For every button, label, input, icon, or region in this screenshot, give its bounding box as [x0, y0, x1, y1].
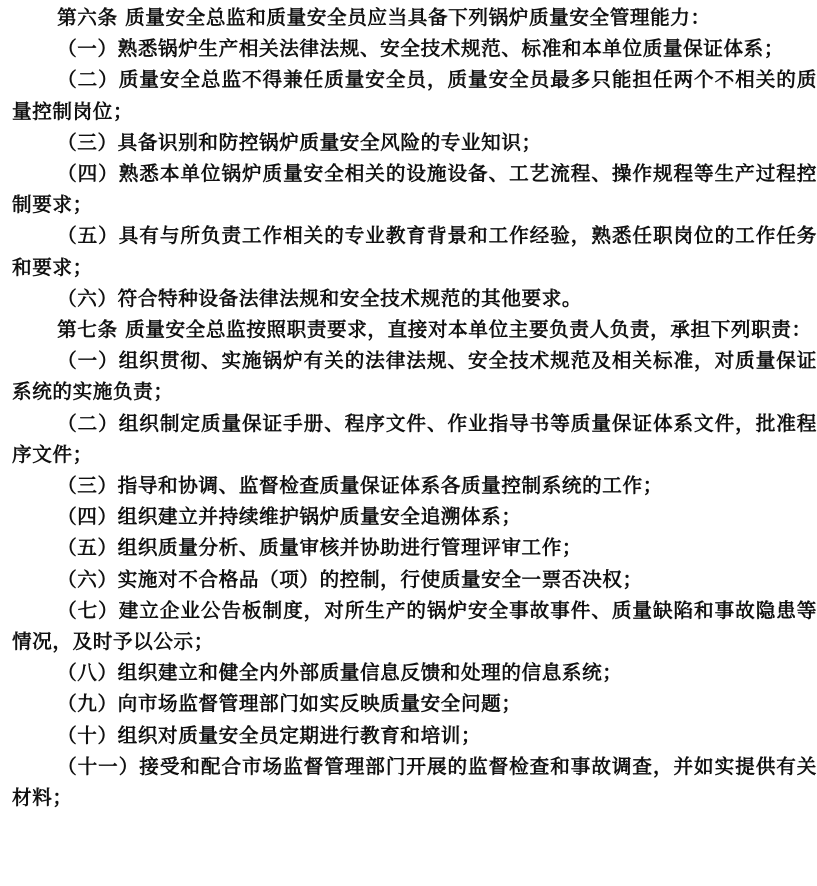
article-7-item-4: （四）组织建立并持续维护锅炉质量安全追溯体系； [57, 505, 522, 529]
article-6-item-6: （六）符合特种设备法律法规和安全技术规范的其他要求。 [57, 286, 583, 310]
article-6-item-1: （一）熟悉锅炉生产相关法律法规、安全技术规范、标准和本单位质量保证体系； [57, 37, 785, 61]
article-7-item-8: （八）组织建立和健全内外部质量信息反馈和处理的信息系统； [57, 661, 623, 685]
article-7-item-1: （一）组织贯彻、实施锅炉有关的法律法规、安全技术规范及相关标准，对质量保证系统的实施负责； [12, 349, 817, 404]
article-7-item-6: （六）实施对不合格品（项）的控制，行使质量安全一票否决权； [57, 567, 643, 591]
article-6-item-3: （三）具备识别和防控锅炉质量安全风险的专业知识； [57, 130, 542, 154]
article-7-item-9: （九）向市场监督管理部门如实反映质量安全问题； [57, 692, 522, 716]
article-7-item-7: （七）建立企业公告板制度，对所生产的锅炉安全事故事件、质量缺陷和事故隐患等情况，及时予以公示； [12, 598, 817, 654]
article-7-item-2: （二）组织制定质量保证手册、程序文件、作业指导书等质量保证体系文件，批准程序文件； [12, 411, 817, 466]
article-6-item-5: （五）具有与所负责工作相关的专业教育背景和工作经验，熟悉任职岗位的工作任务和要求； [12, 224, 817, 279]
article-7-item-5: （五）组织质量分析、质量审核并协助进行管理评审工作； [57, 536, 583, 560]
article-6-item-2: （二）质量安全总监不得兼任质量安全员，质量安全员最多只能担任两个不相关的质量控制岗位； [12, 68, 817, 123]
article-7-item-3: （三）指导和协调、监督检查质量保证体系各质量控制系统的工作； [57, 474, 663, 498]
article-6-heading: 第六条 质量安全总监和质量安全员应当具备下列锅炉质量安全管理能力： [57, 6, 711, 29]
article-6-item-4: （四）熟悉本单位锅炉质量安全相关的设施设备、工艺流程、操作规程等生产过程控制要求； [12, 162, 817, 217]
article-7-item-10: （十）组织对质量安全员定期进行教育和培训； [57, 723, 482, 747]
article-7-heading: 第七条 质量安全总监按照职责要求，直接对本单位主要负责人负责，承担下列职责： [57, 318, 812, 342]
article-7-item-11: （十一）接受和配合市场监督管理部门开展的监督检查和事故调查，并如实提供有关材料； [12, 754, 817, 810]
